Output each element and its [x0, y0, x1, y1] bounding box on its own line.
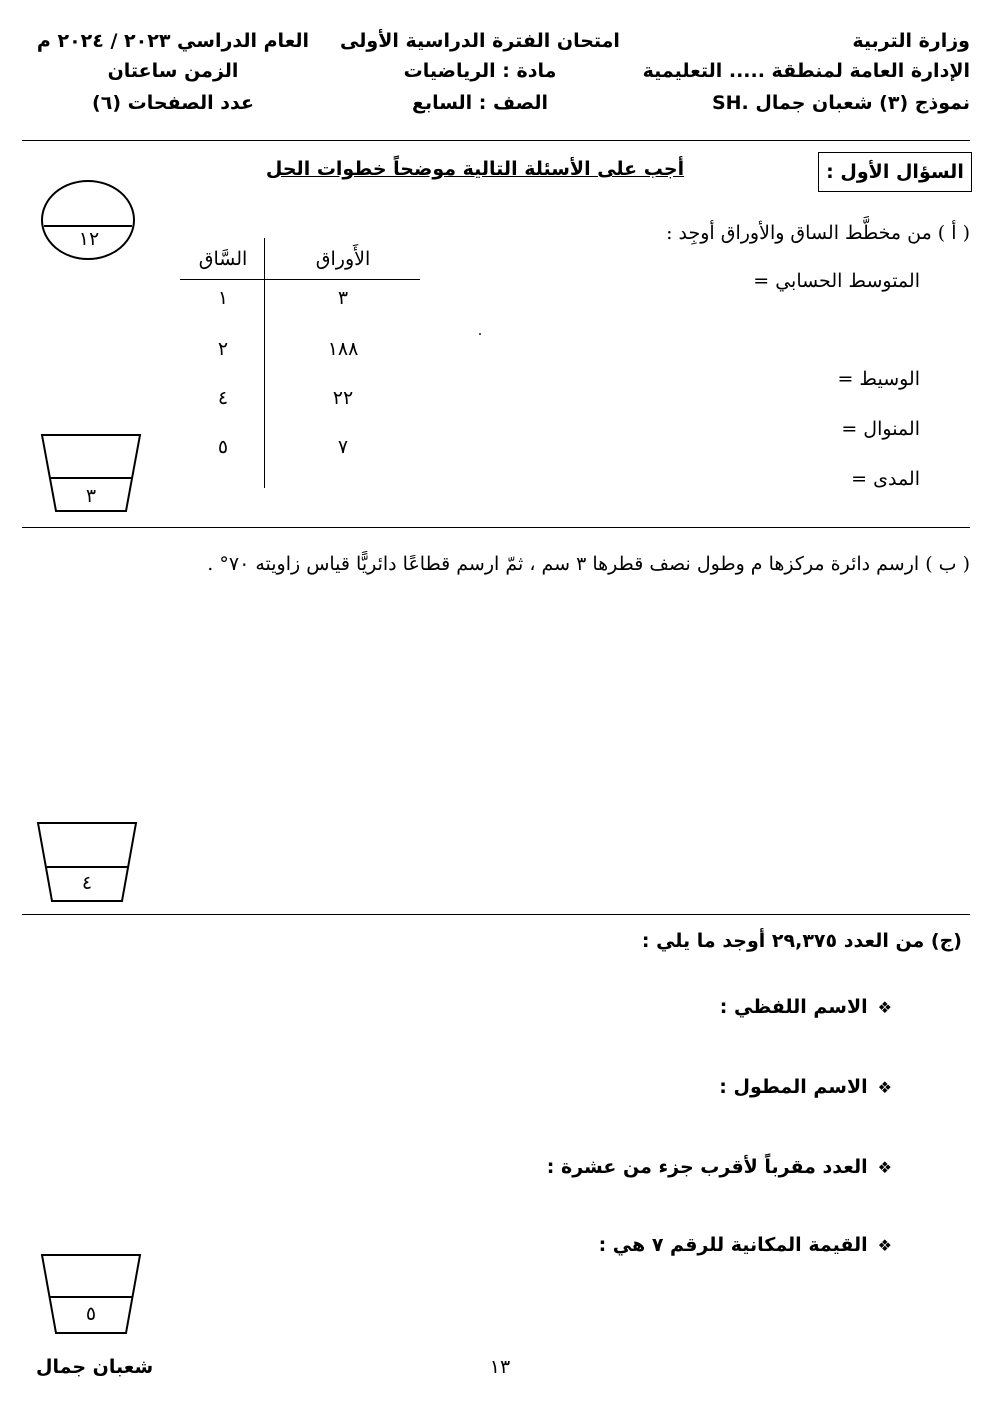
- section-divider: [22, 527, 970, 528]
- mode-label: المنوال =: [841, 418, 920, 440]
- page-number: ١٣: [489, 1356, 511, 1378]
- page-count: عدد الصفحات (٦): [92, 92, 254, 114]
- stem-cell: ٢: [217, 338, 229, 360]
- part-a-prompt: ( أ ) من مخطَّط الساق والأوراق أوجِد :: [666, 222, 970, 244]
- footer-author: شعبان جمال: [36, 1356, 154, 1378]
- section-divider: [22, 914, 970, 915]
- stem-header: السَّاق: [198, 248, 248, 270]
- diamond-bullet-icon: ❖: [877, 1236, 892, 1255]
- median-label: الوسيط =: [837, 368, 920, 390]
- leaf-cell: ٧: [337, 436, 349, 458]
- list-item: ❖الاسم اللفظي :: [719, 996, 892, 1018]
- stem-cell: ١: [217, 287, 229, 309]
- part-b-prompt: ( ب ) ارسم دائرة مركزها م وطول نصف قطرها ٣ سم ، ثمّ ارسم قطاعًا دائريًّا قياس زاويته ٧٠° .: [207, 553, 970, 575]
- header-divider: [22, 140, 970, 141]
- ministry-name: وزارة التربية: [852, 30, 970, 52]
- leaf-cell: ٣: [337, 287, 349, 309]
- directorate-name: الإدارة العامة لمنطقة ..... التعليمية: [642, 60, 970, 82]
- diamond-bullet-icon: ❖: [877, 1158, 892, 1177]
- total-score-value: ١٢: [78, 228, 100, 250]
- question-instruction: أجب على الأسئلة التالية موضحاً خطوات الحل: [265, 158, 685, 180]
- leaf-cell: ٢٢: [332, 387, 354, 409]
- list-item: ❖الاسم المطول :: [719, 1076, 892, 1098]
- grade-label: الصف : السابع: [411, 92, 549, 114]
- diamond-bullet-icon: ❖: [877, 1078, 892, 1097]
- leaf-header: الأَوراق: [315, 248, 371, 270]
- part-b-score: ٤: [81, 872, 93, 894]
- table-divider: [264, 238, 265, 488]
- academic-year: العام الدراسي ٢٠٢٣ / ٢٠٢٤ م: [36, 30, 310, 52]
- leaf-cell: ١٨٨: [327, 338, 359, 360]
- part-c-score: ٥: [85, 1303, 97, 1325]
- exam-title: امتحان الفترة الدراسية الأولى: [340, 30, 620, 52]
- part-c-prompt: (ج) من العدد ٢٩,٣٧٥ أوجد ما يلي :: [641, 930, 962, 952]
- stray-dot: [479, 333, 481, 335]
- model-label: نموذج (٣) شعبان جمال .SH: [711, 92, 970, 114]
- part-a-score: ٣: [85, 485, 97, 507]
- subject-label: مادة : الرياضيات: [403, 60, 557, 82]
- table-header-rule: [180, 279, 420, 280]
- diamond-bullet-icon: ❖: [877, 998, 892, 1017]
- list-item: ❖العدد مقرباً لأقرب جزء من عشرة :: [546, 1156, 892, 1178]
- question-title-box: السؤال الأول :: [818, 152, 972, 192]
- stem-cell: ٤: [217, 387, 229, 409]
- range-label: المدى =: [851, 468, 920, 490]
- exam-duration: الزمن ساعتان: [107, 60, 239, 82]
- stem-cell: ٥: [217, 436, 229, 458]
- list-item: ❖القيمة المكانية للرقم ٧ هي :: [598, 1234, 892, 1256]
- mean-label: المتوسط الحسابي =: [753, 270, 920, 292]
